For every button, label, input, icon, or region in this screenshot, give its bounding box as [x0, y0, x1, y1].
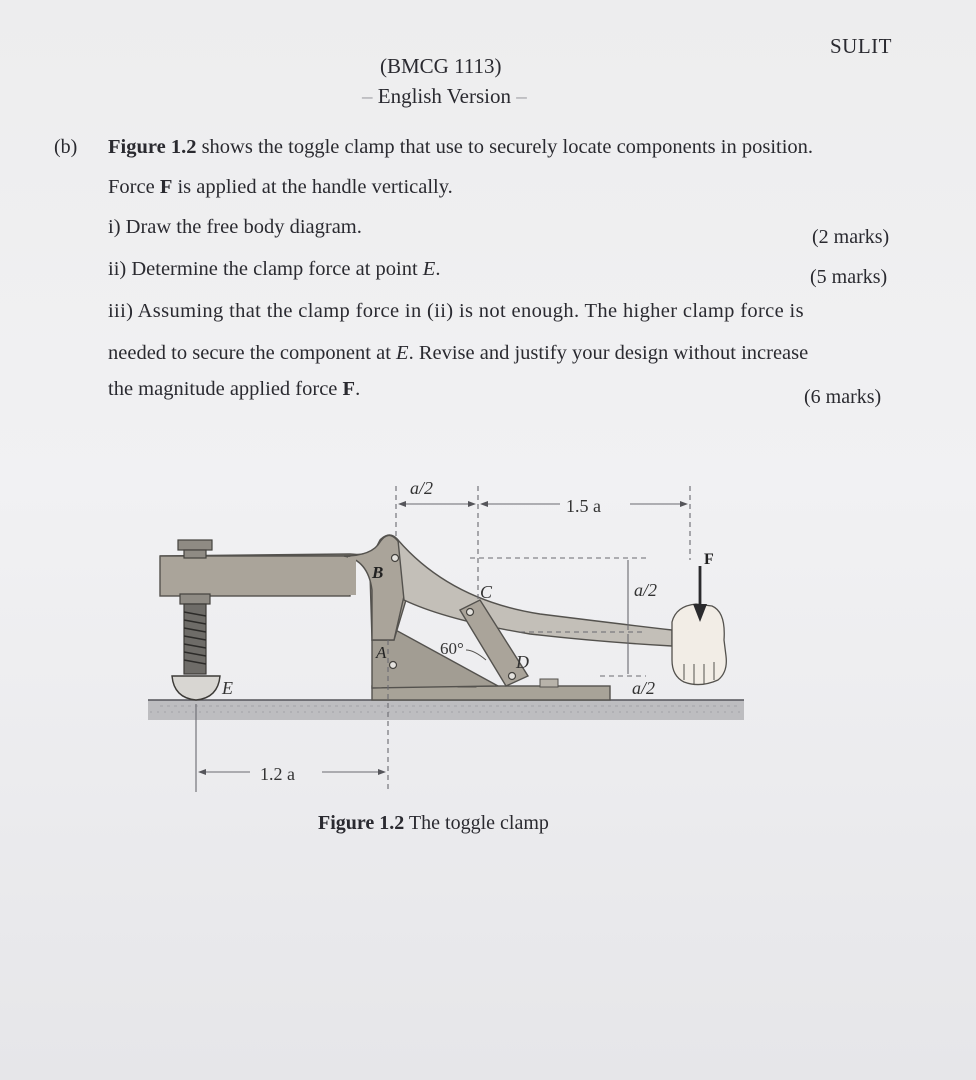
line2-post: is applied at the handle vertically.: [172, 176, 453, 198]
label-a: A: [376, 643, 387, 662]
figure-caption: [318, 812, 549, 835]
part-iii-line3-post: .: [355, 378, 361, 400]
angle-arc: [466, 650, 486, 660]
force-symbol: F: [159, 176, 173, 198]
course-code: (BMCG 1113): [380, 54, 502, 78]
label-b: B: [372, 563, 384, 582]
dim-1-5a: 1.5 a: [566, 496, 601, 516]
handle: [398, 540, 672, 646]
part-iii-line2-pre: needed to secure the component at: [108, 342, 397, 364]
part-iii-line3-pre: the magnitude applied force: [108, 378, 343, 400]
force-symbol-2: F: [342, 378, 356, 400]
point-e: E: [422, 258, 436, 280]
caption-text: The toggle clamp: [404, 812, 549, 834]
label-f: F: [704, 551, 714, 568]
part-iii-marks: (6 marks): [804, 386, 882, 408]
dim-1-2a: 1.2 a: [260, 764, 295, 784]
sulit-header: SULIT: [830, 34, 892, 58]
line2-pre: Force: [108, 176, 160, 198]
label-d: D: [516, 652, 529, 672]
dim-a-half-right-upper: a/2: [634, 580, 658, 600]
part-ii-marks: (5 marks): [810, 266, 888, 288]
figure-ref: Figure 1.2: [108, 136, 197, 158]
caption-bold: Figure 1.2: [318, 812, 405, 834]
part-ii-pre: ii) Determine the clamp force at point: [108, 258, 423, 280]
part-iii-line2-post: . Revise and justify your design without increase: [408, 342, 809, 364]
label-c: C: [480, 582, 493, 602]
part-i-marks: (2 marks): [812, 226, 890, 248]
dim-a-half-top: a/2: [410, 478, 434, 498]
question-label: (b): [54, 136, 78, 158]
version-label: – English Version –: [362, 84, 527, 108]
intro-text: shows the toggle clamp that use to securely locate components in position.: [196, 136, 814, 158]
point-e-2: E: [396, 342, 409, 364]
version-text: English Version: [377, 84, 511, 108]
part-i: i) Draw the free body diagram.: [108, 216, 362, 238]
angle-label: 60°: [440, 639, 464, 658]
label-e: E: [222, 678, 233, 698]
ground: [148, 700, 744, 720]
part-iii-line1: iii) Assuming that the clamp force in (ii) is not enough. The higher clamp force is: [108, 300, 804, 322]
part-ii-post: .: [435, 258, 441, 280]
dim-a-half-right-lower: a/2: [632, 678, 656, 698]
